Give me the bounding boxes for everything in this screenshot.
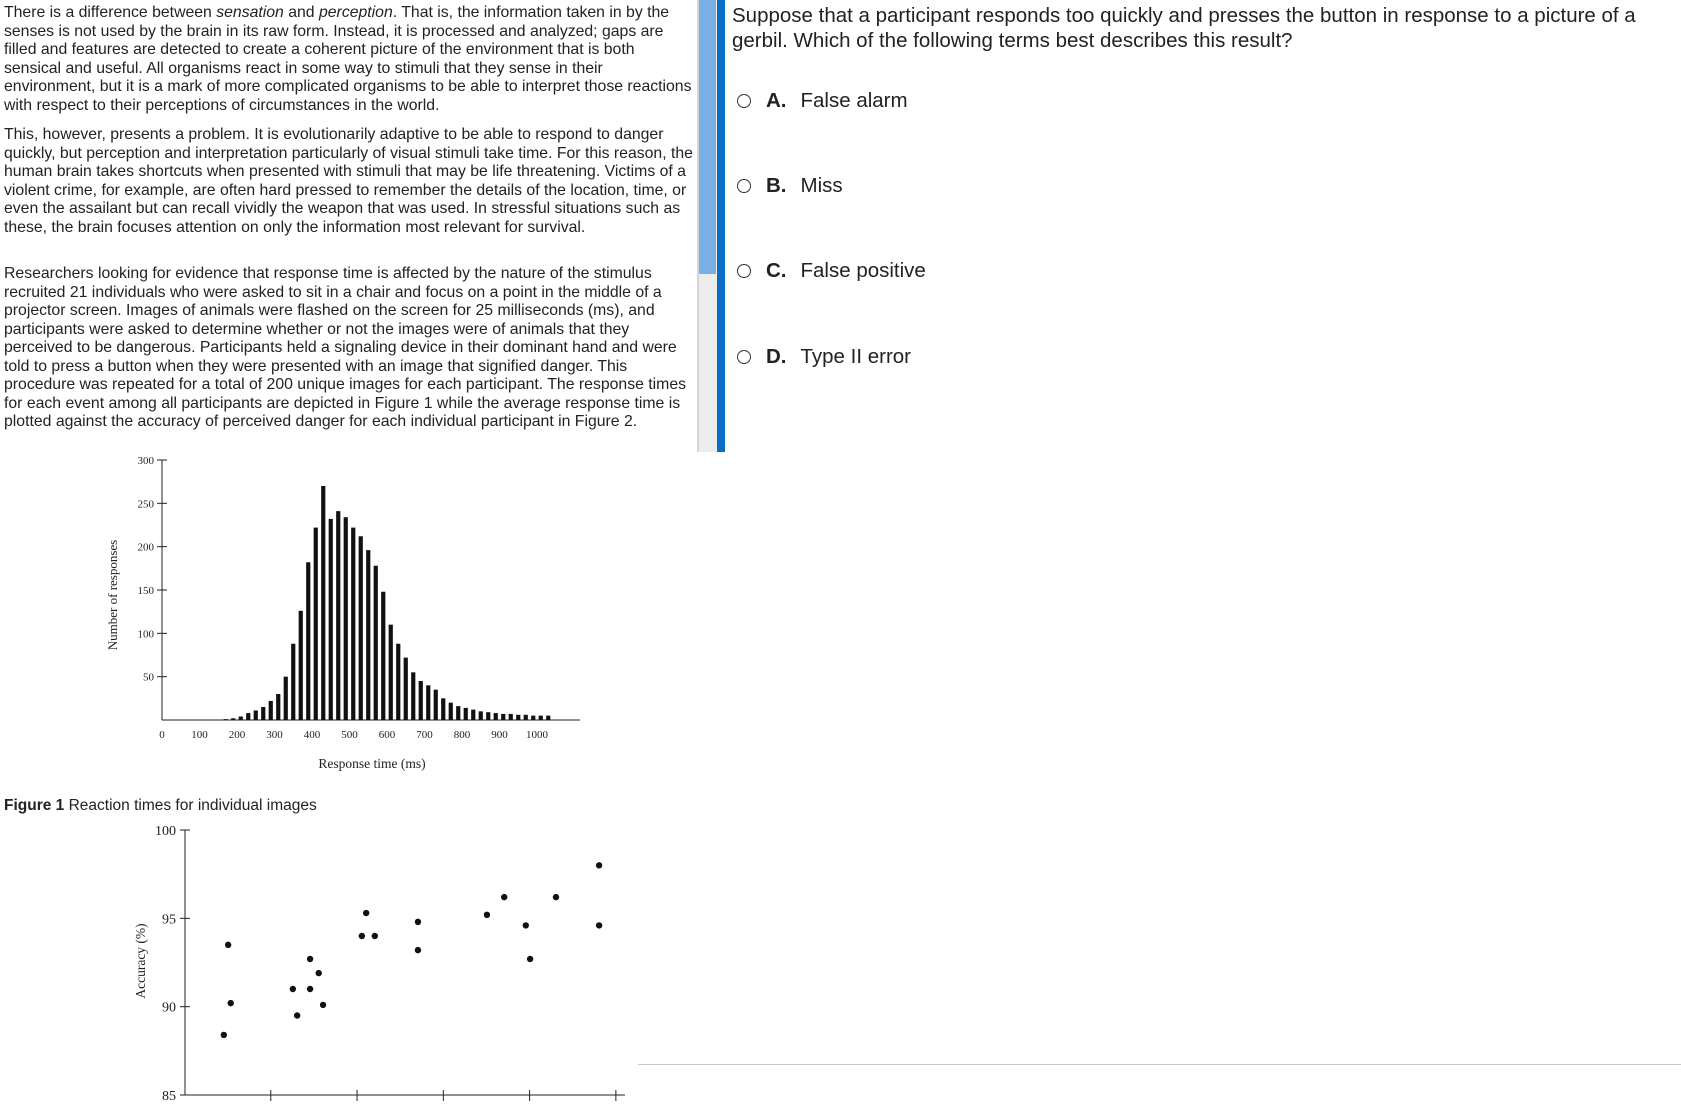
figure-1-bar (276, 694, 280, 720)
figure-2-point (596, 862, 602, 868)
choice-text: Miss (800, 174, 843, 197)
figure-1-bar (441, 698, 445, 720)
figure-2-y-tick-label: 90 (162, 1000, 176, 1016)
pane-divider (717, 0, 725, 452)
figure-1-bar (456, 706, 460, 720)
figure-2-y-axis-label: Accuracy (%) (133, 923, 148, 999)
figure-1-bar (291, 644, 295, 720)
figure-1-caption (4, 797, 317, 815)
figure-1-bar (269, 701, 273, 720)
figure-1-bar (314, 528, 318, 720)
figure-1-bar (396, 644, 400, 720)
figure-2-point (596, 922, 602, 928)
figure-1-bar (426, 685, 430, 720)
figure-2-point (359, 933, 365, 939)
figure-1-x-axis-label: Response time (ms) (318, 756, 426, 771)
figure-1-bar (336, 511, 340, 720)
figure-2-point (523, 922, 529, 928)
figure-1-bar (501, 714, 505, 720)
figure-1-y-tick-label: 100 (137, 628, 154, 641)
figure-1-bar (254, 710, 258, 720)
figure-2-point (415, 919, 421, 925)
p1-text-b: and (283, 4, 319, 21)
figure-1-bar (306, 562, 310, 720)
figure-1-bar (524, 715, 528, 720)
choice-text: Type II error (800, 345, 912, 368)
figure-2-point (225, 942, 231, 948)
figure-1-x-tick-label: 100 (191, 729, 208, 741)
figure-1-bar (494, 713, 498, 720)
figure-1-bar (381, 592, 385, 720)
question-stem: Suppose that a participant responds too quickly and presses the button in response to a picture of a gerbil. Which of the following terms best describes this result? (732, 4, 1636, 52)
passage-scrollbar-thumb[interactable] (699, 0, 716, 274)
figure-2-y-tick-label: 85 (162, 1089, 176, 1104)
passage-paragraph-3: Researchers looking for evidence that response time is affected by the nature of the stimulus recruited 21 individuals who were asked to sit in a chair and focus on a point in the middle of a projector screen. Images of animals were flashed on the screen for 25 milliseconds (ms), and participants were asked to determine whether or not the images were of animals that they perceived to be dangerous. Participants held a signaling device in their dominant hand and were told to press a button when they were presented with an image that signified danger. This procedure was repeated for a total of 200 unique images for each participant. The response times for each event among all participants are depicted in Figure 1 while the average response time is plotted against the accuracy of perceived danger for each individual participant in Figure 2. (4, 265, 687, 430)
figure-1-bar (434, 690, 438, 720)
figure-1-x-tick-label: 900 (491, 729, 508, 741)
figure-2-scatter (0, 818, 640, 1111)
figure-1-y-tick-label: 50 (143, 671, 154, 684)
figure-2-point (316, 970, 322, 976)
p1-emphasis-sensation: sensation (216, 4, 284, 21)
figure-1-x-tick-label: 400 (303, 729, 321, 741)
figure-1-bar (471, 710, 475, 720)
figure-1-bar (231, 718, 235, 720)
figure-1-x-tick-label: 0 (159, 729, 165, 741)
choice-letter: B. (766, 174, 787, 197)
choice-text: False alarm (800, 89, 908, 112)
figure-1-histogram (0, 455, 600, 790)
figure-1-bar (411, 672, 415, 720)
choice-letter: D. (766, 345, 787, 368)
figure-1-bar (531, 716, 535, 720)
figure-1-bar (374, 566, 378, 720)
figure-1-bar (299, 611, 303, 720)
figure-1-bar (539, 716, 543, 720)
choice-letter: C. (766, 259, 787, 282)
radio-icon[interactable] (737, 94, 751, 108)
passage-paragraph-1 (4, 4, 694, 115)
radio-icon[interactable] (737, 179, 751, 193)
figure-1-bar (486, 712, 490, 720)
figure-2-point (228, 1000, 234, 1006)
passage-pane[interactable] (0, 0, 697, 1111)
answer-choice-b[interactable] (731, 169, 843, 203)
figure-1-bar (329, 519, 333, 720)
answer-choice-d[interactable] (731, 340, 911, 374)
figure-1-bar (509, 714, 513, 720)
figure-1-x-tick-label: 700 (416, 729, 433, 741)
figure-2-point (221, 1032, 227, 1038)
figure-1-bar (479, 711, 483, 720)
figure-1-x-tick-label: 800 (453, 729, 471, 741)
figure-1-x-tick-label: 600 (378, 729, 396, 741)
p1-text-c: . That is, the information taken in by the senses is not used by the brain in its raw form. Instead, it is processed and analyzed; gaps are filled and features are detected to create a coherent picture of the environment that is both sensical and useful. All organisms react in some way to stimuli that they sense in their environment, but it is a mark of more complicated organisms to be able to interpret those reactions with respect to their perceptions of circumstances in the world. (4, 4, 692, 114)
figure-2-point (553, 894, 559, 900)
figure-1-bar (389, 625, 393, 720)
figure-1-bar (419, 681, 423, 720)
figure-2-point (307, 956, 313, 962)
figure-2-point (415, 947, 421, 953)
figure-2-point (372, 933, 378, 939)
figure-1-bar (546, 716, 550, 720)
figure-2-axes (155, 824, 625, 1104)
figure-2-point (294, 1012, 300, 1018)
figure-2-point (290, 986, 296, 992)
figure-1-bar (449, 703, 453, 720)
figure-1-bar (351, 528, 355, 720)
figure-1-bar (404, 658, 408, 720)
answer-choice-a[interactable] (731, 84, 908, 118)
radio-icon[interactable] (737, 264, 751, 278)
figure-1-x-tick-label: 300 (266, 729, 283, 741)
figure-1-y-tick-label: 300 (137, 455, 154, 467)
figure-2-points (221, 862, 603, 1038)
figure-1-bar (516, 715, 520, 720)
figure-2-y-tick-label: 95 (162, 912, 176, 928)
bottom-divider (638, 1064, 1681, 1065)
figure-1-y-axis-label: Number of responses (105, 539, 120, 651)
figure-1-bar (239, 717, 243, 720)
p1-text-a: There is a difference between (4, 4, 217, 21)
figure-2-point (484, 912, 490, 918)
figure-1-bar (261, 707, 265, 720)
figure-1-bars (224, 486, 551, 720)
figure-1-caption-label: Figure 1 (4, 797, 65, 814)
figure-1-x-tick-label: 1000 (526, 729, 548, 741)
figure-2-y-tick-label: 100 (155, 824, 176, 839)
figure-2-point (307, 986, 313, 992)
answer-choice-c[interactable] (731, 254, 926, 288)
passage-paragraph-2: This, however, presents a problem. It is evolutionarily adaptive to be able to respond to danger quickly, but perception and interpretation particularly of visual stimuli take time. For this reason, the human brain takes shortcuts when presented with stimuli that may be life threatening. Victims of a violent crime, for example, are often hard pressed to remember the details of the location, time, or even the assailant but can recall vividly the weapon that was used. In stressful situations such as these, the brain focuses attention on only the information most relevant for survival. (4, 126, 693, 236)
choice-text: False positive (800, 259, 926, 282)
choice-letter: A. (766, 89, 787, 112)
radio-icon[interactable] (737, 350, 751, 364)
figure-1-bar (284, 677, 288, 720)
figure-1-y-tick-label: 150 (137, 585, 154, 597)
figure-1-x-tick-label: 200 (228, 729, 246, 741)
figure-2-point (527, 956, 533, 962)
figure-1-bar (366, 550, 370, 720)
figure-1-bar (246, 713, 250, 720)
figure-1-bar (464, 708, 468, 720)
figure-1-bar (344, 517, 348, 720)
question-pane (731, 0, 1676, 1060)
figure-1-y-tick-label: 250 (137, 498, 154, 511)
figure-2-point (320, 1002, 326, 1008)
figure-1-bar (224, 719, 228, 720)
figure-2-point (363, 910, 369, 916)
figure-1-x-tick-label: 500 (341, 729, 358, 741)
figure-1-bar (321, 486, 325, 720)
figure-1-y-tick-label: 200 (137, 541, 154, 554)
p1-emphasis-perception: perception (318, 4, 393, 21)
figure-1-bar (359, 536, 363, 720)
figure-2-point (501, 894, 507, 900)
figure-1-caption-text: Reaction times for individual images (64, 797, 317, 814)
